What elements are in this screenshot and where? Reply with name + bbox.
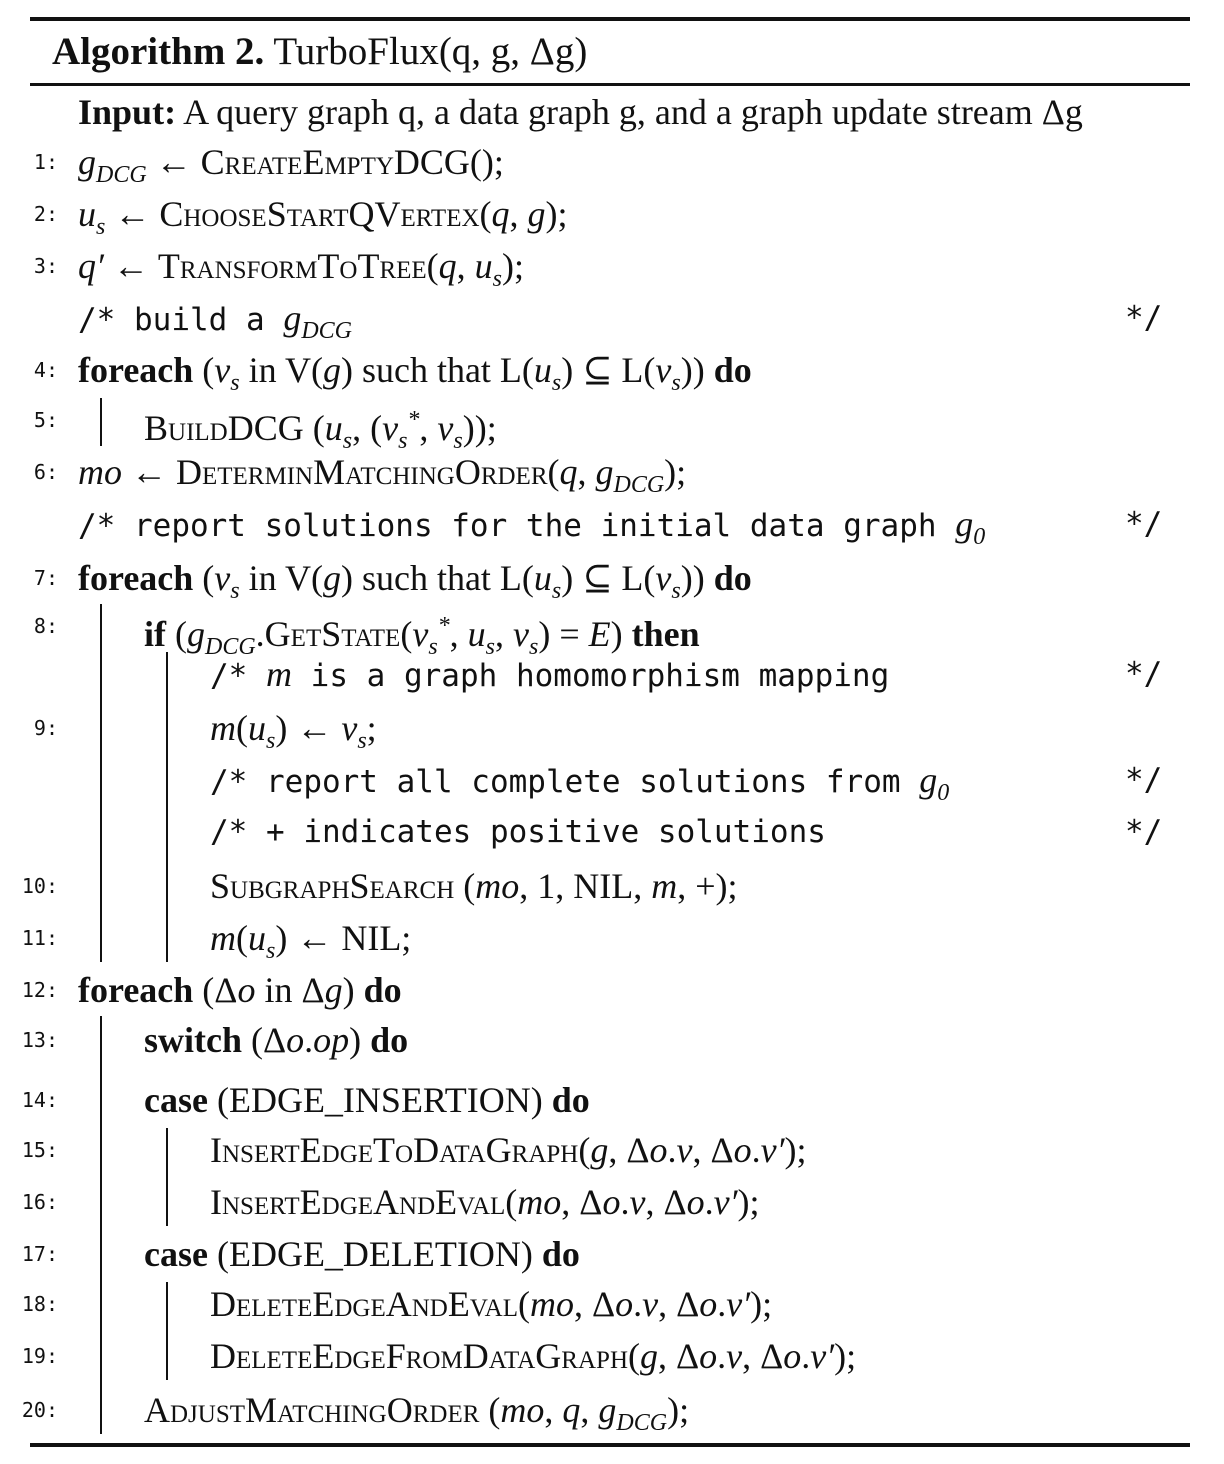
algorithm-line: 5: BuildDCG ($u_s$, ($v_s^*$, $v_s$));: [0, 396, 1224, 444]
input-line: [0, 90, 1224, 134]
algorithm-line: 14: case (EDGE_INSERTION) do: [0, 1076, 1224, 1124]
comment-end: */: [1125, 814, 1163, 850]
input-label: Input:: [78, 92, 177, 132]
comment-line: /* report all complete solutions from $g_0$ */: [0, 756, 1224, 804]
line-number: 16:: [21, 1190, 58, 1214]
comment-line: /* m is a graph homomorphism mapping */: [0, 650, 1224, 698]
header-rule: [30, 83, 1190, 86]
comment-end: */: [1125, 656, 1163, 692]
line-number: 4:: [33, 358, 58, 382]
algorithm-line: 1: $g_{DCG}$ ← CreateEmptyDCG();: [0, 138, 1224, 186]
line-number: 6:: [33, 460, 58, 484]
line-number: 10:: [21, 874, 58, 898]
algorithm-line: 4: foreach ($v_s$ in V(g) such that $L(u_s)$ ⊆ $L(v_s)$) do: [0, 346, 1224, 394]
algorithm-line: 12: foreach (Δo in Δg) do: [0, 966, 1224, 1014]
line-number: 14:: [21, 1088, 58, 1112]
algorithm-line: 3: q′ ← TransformToTree(q, $u_s$);: [0, 242, 1224, 290]
algorithm-line: 11: $m(u_s)$ ← NIL;: [0, 914, 1224, 962]
comment-line: /* report solutions for the initial data graph $g_0$ */: [0, 500, 1224, 548]
algorithm-label: Algorithm 2.: [52, 30, 265, 73]
algorithm-line: 15: InsertEdgeToDataGraph(g, Δo.v, Δo.v′);: [0, 1126, 1224, 1174]
line-number: 12:: [21, 978, 58, 1002]
comment-line: /* + indicates positive solutions */: [0, 808, 1224, 856]
line-number: 18:: [21, 1292, 58, 1316]
algorithm-line: 9: $m(u_s)$ ← $v_s$;: [0, 704, 1224, 752]
line-number: 20:: [21, 1398, 58, 1422]
algorithm-title: [52, 24, 587, 80]
comment-end: */: [1125, 300, 1163, 336]
algorithm-line: 19: DeleteEdgeFromDataGraph(g, Δo.v, Δo.v′);: [0, 1332, 1224, 1380]
top-rule: [30, 17, 1190, 21]
line-number: 11:: [21, 926, 58, 950]
algorithm-line: 13: switch (Δo.op) do: [0, 1016, 1224, 1064]
line-number: 15:: [21, 1138, 58, 1162]
algorithm-name: TurboFlux(q, g, Δg): [273, 30, 588, 73]
comment-end: */: [1125, 506, 1163, 542]
comment-line: /* build a $g_{DCG}$ */: [0, 294, 1224, 342]
line-number: 13:: [21, 1028, 58, 1052]
algorithm-line: 16: InsertEdgeAndEval(mo, Δo.v, Δo.v′);: [0, 1178, 1224, 1226]
algorithm-line: 18: DeleteEdgeAndEval(mo, Δo.v, Δo.v′);: [0, 1280, 1224, 1328]
line-number: 9:: [33, 716, 58, 740]
comment-end: */: [1125, 762, 1163, 798]
bottom-rule: [30, 1443, 1190, 1447]
line-number: 2:: [33, 202, 58, 226]
algorithm-line: 10: SubgraphSearch (mo, 1, NIL, m, +);: [0, 862, 1224, 910]
line-number: 5:: [33, 408, 58, 432]
algorithm-line: 7: foreach ($v_s$ in V(g) such that $L(u_s)$ ⊆ $L(v_s)$) do: [0, 554, 1224, 602]
algorithm-line: 2: $u_s$ ← ChooseStartQVertex(q, g);: [0, 190, 1224, 238]
algorithm-line: 8: if ($g_{DCG}.GetState(v_s^*$, $u_s$, $v_s) = E$) then: [0, 602, 1224, 650]
algorithm-line: 6: mo ← DeterminMatchingOrder(q, $g_{DCG}$);: [0, 448, 1224, 496]
line-number: 17:: [21, 1242, 58, 1266]
line-number: 19:: [21, 1344, 58, 1368]
algorithm-line: 20: AdjustMatchingOrder (mo, q, $g_{DCG}$);: [0, 1386, 1224, 1434]
line-number: 8:: [33, 614, 58, 638]
algorithm-line: 17: case (EDGE_DELETION) do: [0, 1230, 1224, 1278]
line-number: 7:: [33, 566, 58, 590]
line-number: 3:: [33, 254, 58, 278]
input-text: A query graph q, a data graph g, and a graph update stream Δg: [183, 92, 1083, 132]
line-number: 1:: [33, 150, 58, 174]
